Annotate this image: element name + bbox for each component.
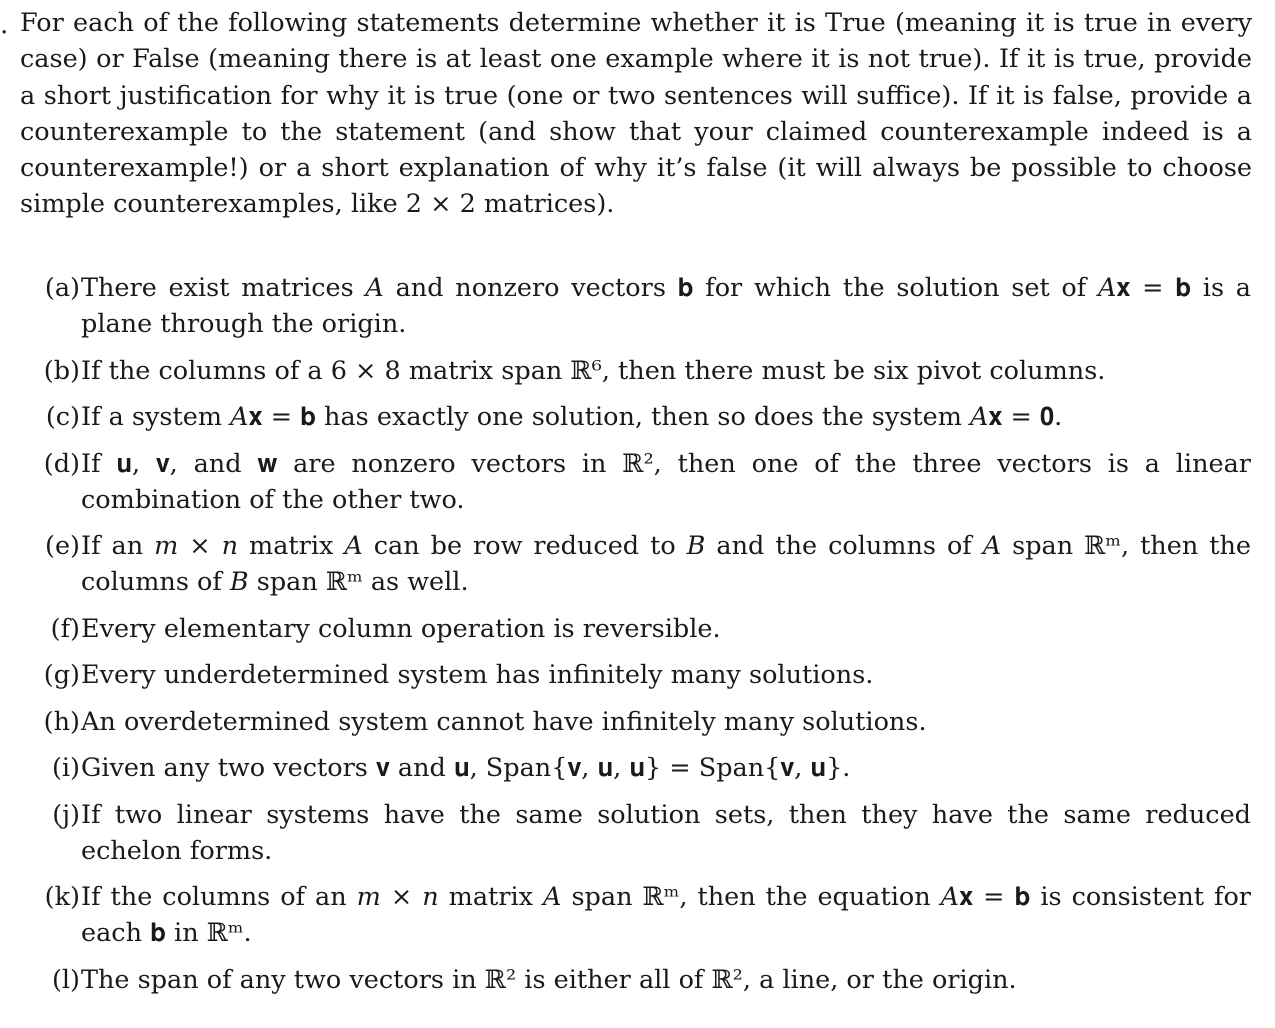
statement-text: If 𝐮, 𝐯, and 𝐰 are nonzero vectors in ℝ², then one of the three vectors is a linear combination of the other two. xyxy=(81,448,1251,515)
statement-item-e xyxy=(0,528,1275,600)
statement-item-j xyxy=(0,797,1275,869)
statement-item-d xyxy=(0,446,1275,518)
statement-item-g xyxy=(0,657,1275,693)
statement-label: (i) xyxy=(51,753,80,783)
statement-text: If an 𝑚 × 𝑛 matrix 𝐴 can be row reduced to 𝐵 and the columns of 𝐴 span ℝᵐ, then the columns of 𝐵 span ℝᵐ as well. xyxy=(81,531,1251,597)
statement-text: If a system 𝐴𝐱 = 𝐛 has exactly one solution, then so does the system 𝐴𝐱 = 𝟎. xyxy=(81,402,1063,432)
statement-item-f xyxy=(0,611,1275,647)
statement-label: (j) xyxy=(52,799,80,830)
statement-item-c xyxy=(0,399,1275,435)
statement-text: The span of any two vectors in ℝ² is either all of ℝ², a line, or the origin. xyxy=(81,964,1017,995)
statement-text: If the columns of a 6 × 8 matrix span ℝ⁶, then there must be six pivot columns. xyxy=(81,355,1106,386)
statement-text: Given any two vectors 𝐯 and 𝐮, Span{𝐯, 𝐮, 𝐮} = Span{𝐯, 𝐮}. xyxy=(81,753,851,783)
statement-label: (e) xyxy=(45,531,80,561)
statement-item-i xyxy=(0,750,1275,786)
statement-label: (l) xyxy=(51,964,80,995)
statement-label: (d) xyxy=(43,448,80,479)
statement-text: There exist matrices 𝐴 and nonzero vectors 𝐛 for which the solution set of 𝐴𝐱 = 𝐛 is a plane through the origin. xyxy=(81,273,1251,339)
problem-marker: . xyxy=(0,10,9,40)
statement-label: (f) xyxy=(50,613,80,644)
statement-text: An overdetermined system cannot have infinitely many solutions. xyxy=(81,706,927,737)
statement-text: Every underdetermined system has infinitely many solutions. xyxy=(81,660,874,690)
statement-item-l xyxy=(0,962,1275,998)
statement-text: If two linear systems have the same solution sets, then they have the same reduced echelon forms. xyxy=(81,799,1251,866)
instructions-paragraph: For each of the following statements determine whether it is True (meaning it is true in every case) or False (meaning there is at least one example where it is not true). If it is true, provide a short justification for why it is true (one or two sentences will suffice). If it is false, provide a counterexample to the statement (and show that your claimed counterexample indeed is a counterexample!) or a short explanation of why it’s false (it will always be possible to choose simple counterexamples, like 2 × 2 matrices). xyxy=(20,8,1252,220)
statement-label: (k) xyxy=(44,882,80,912)
statement-list xyxy=(0,270,1275,1008)
statement-text: If the columns of an 𝑚 × 𝑛 matrix 𝐴 span ℝᵐ, then the equation 𝐴𝐱 = 𝐛 is consistent for each 𝐛 in ℝᵐ. xyxy=(81,882,1251,948)
statement-text: Every elementary column operation is reversible. xyxy=(81,613,721,644)
statement-item-a xyxy=(0,270,1275,342)
statement-label: (c) xyxy=(45,402,80,432)
statement-item-k xyxy=(0,879,1275,951)
statement-item-b xyxy=(0,353,1275,389)
statement-label: (h) xyxy=(43,706,80,737)
statement-item-h xyxy=(0,704,1275,740)
statement-label: (a) xyxy=(44,273,80,303)
statement-label: (g) xyxy=(43,660,80,690)
statement-label: (b) xyxy=(43,355,80,386)
